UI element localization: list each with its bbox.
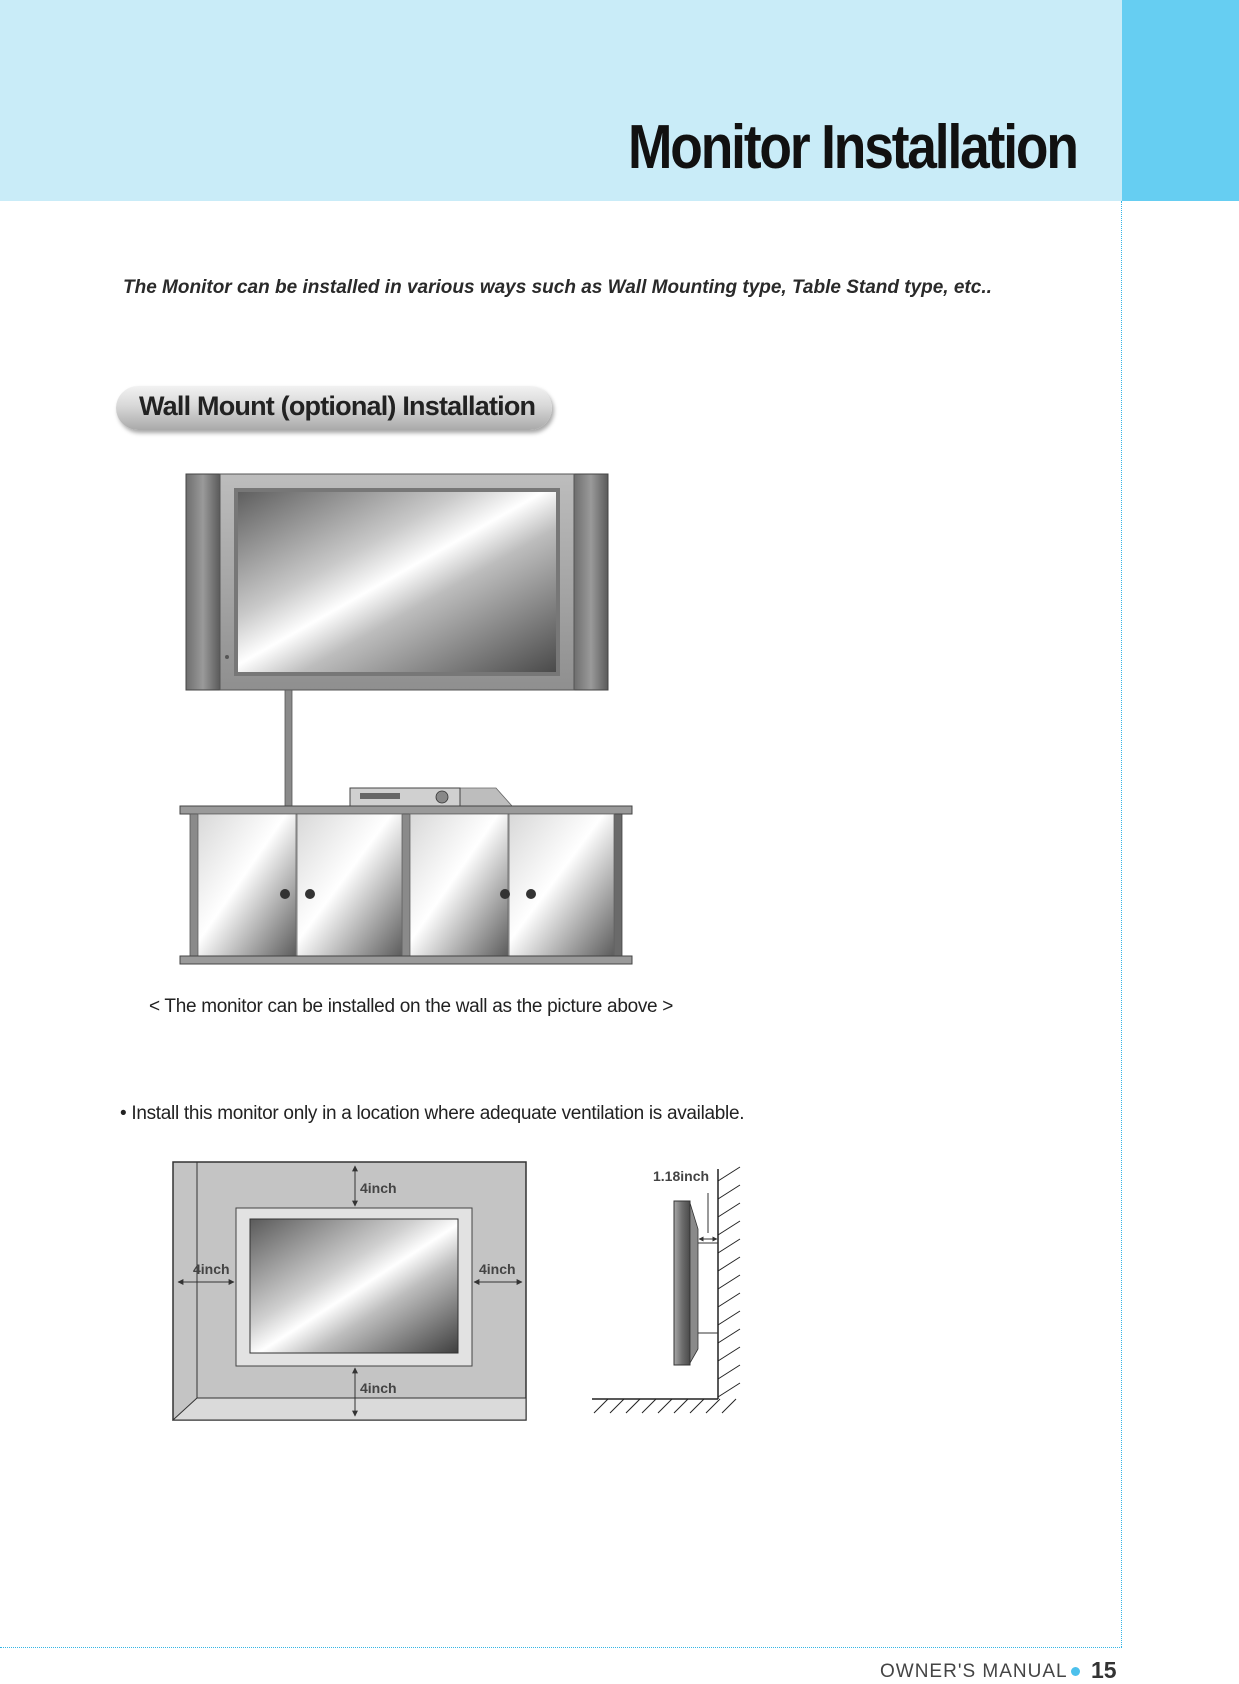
plasma-monitor bbox=[186, 474, 608, 690]
page-border-bottom bbox=[0, 1647, 1122, 1648]
clearance-bottom-label: 4inch bbox=[360, 1380, 397, 1396]
clearance-left-label: 4inch bbox=[193, 1261, 230, 1277]
page-number: 15 bbox=[1091, 1657, 1117, 1683]
header-tab bbox=[1122, 0, 1239, 201]
side-clearance-diagram bbox=[590, 1163, 750, 1419]
vcr-device bbox=[350, 788, 512, 806]
clearance-right-label: 4inch bbox=[479, 1261, 516, 1277]
clearance-top-label: 4inch bbox=[360, 1180, 397, 1196]
wall-mount-illustration bbox=[160, 462, 640, 982]
tv-cabinet bbox=[180, 806, 632, 964]
intro-text: The Monitor can be installed in various ways such as Wall Mounting type, Table Stand type, etc.. bbox=[123, 277, 992, 298]
wall-gap-label: 1.18inch bbox=[653, 1168, 710, 1184]
front-clearance-diagram bbox=[172, 1158, 532, 1424]
page-title: Monitor Installation bbox=[628, 113, 1077, 182]
ventilation-note: • Install this monitor only in a location where adequate ventilation is available. bbox=[120, 1103, 745, 1124]
page-border-right bbox=[1121, 201, 1122, 1647]
illustration-caption: < The monitor can be installed on the wall as the picture above > bbox=[149, 996, 674, 1017]
ventilation-note-text: Install this monitor only in a location where adequate ventilation is available. bbox=[131, 1103, 745, 1124]
footer-label: OWNER'S MANUAL bbox=[880, 1661, 1068, 1682]
footer-dot bbox=[1071, 1667, 1080, 1676]
section-heading: Wall Mount (optional) Installation bbox=[139, 391, 536, 421]
